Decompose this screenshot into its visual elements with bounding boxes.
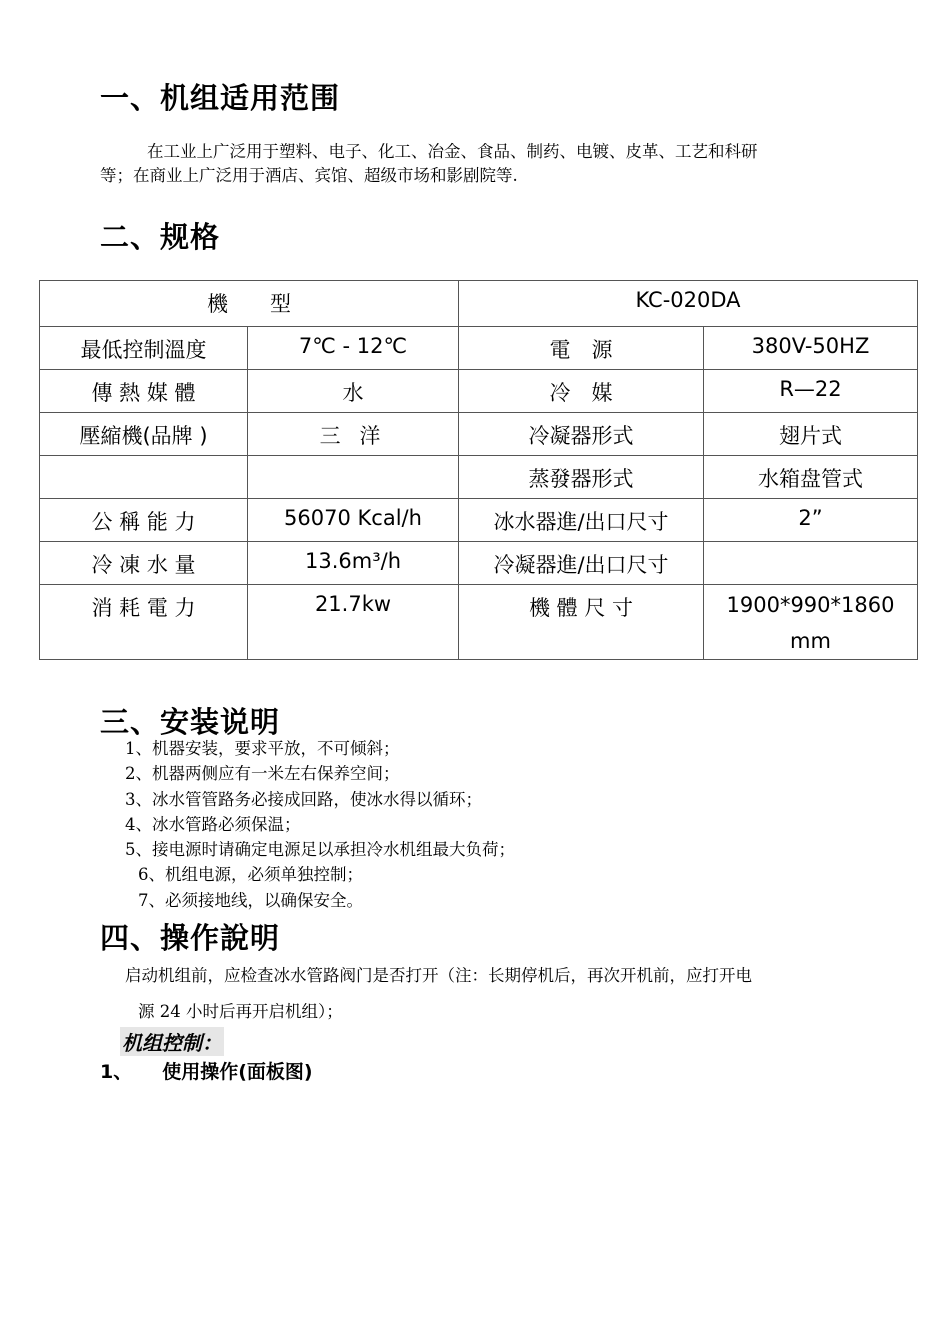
item-number: 1、 <box>100 1061 133 1083</box>
spec-value: 水 <box>248 370 459 413</box>
section-1-body-line-1: 在工业上广泛用于塑料、电子、化工、冶金、食品、制药、电镀、皮革、工艺和科研 <box>147 142 758 161</box>
spec-label: 消 耗 電 力 <box>40 585 248 660</box>
spec-label: 冰水器進/出口尺寸 <box>459 499 704 542</box>
table-row <box>40 327 918 370</box>
list-item: 1、机器安装，要求平放，不可倾斜； <box>125 739 400 758</box>
section-1-body-line-2: 等；在商业上广泛用于酒店、宾馆、超级市场和影剧院等. <box>100 166 518 185</box>
section-4-title: 四、操作說明 <box>100 921 281 955</box>
list-item: 2、机器两侧应有一米左右保养空间； <box>125 764 400 784</box>
spec-label: 冷凝器進/出口尺寸 <box>459 542 704 585</box>
spec-label: 冷 凍 水 量 <box>40 542 248 585</box>
item-text: 使用操作(面板图) <box>162 1061 313 1083</box>
spec-value: 21.7kw <box>248 585 459 660</box>
table-row <box>40 585 918 660</box>
spec-value: 2” <box>704 499 918 542</box>
table-row <box>40 456 918 499</box>
spec-value: 56070 Kcal/h <box>248 499 459 542</box>
table-row <box>40 499 918 542</box>
spec-label: 電 源 <box>459 327 704 370</box>
list-item: 6、机组电源，必须单独控制； <box>138 865 363 885</box>
table-row-model <box>40 281 918 327</box>
spec-value: 13.6m³/h <box>248 542 459 585</box>
section-2-title: 二、规格 <box>100 220 221 254</box>
spec-value: 7℃ - 12℃ <box>248 327 459 370</box>
table-row <box>40 370 918 413</box>
model-value: KC-020DA <box>459 281 918 327</box>
numbered-item <box>100 1057 313 1084</box>
section-4-body-line-2: 源 24 小时后再开启机组）； <box>138 1002 343 1021</box>
spec-value: 翅片式 <box>704 413 918 456</box>
list-item: 3、冰水管管路务必接成回路，使冰水得以循环； <box>125 789 482 809</box>
subheading-unit-control: 机组控制： <box>120 1027 224 1056</box>
list-item: 4、冰水管路必须保温； <box>125 814 301 834</box>
spec-label: 冷 媒 <box>459 370 704 413</box>
spec-value <box>704 542 918 585</box>
spec-value: 1900*990*1860 mm <box>704 585 918 660</box>
section-1-title: 一、机组适用范围 <box>100 81 341 115</box>
spec-label: 公 稱 能 力 <box>40 499 248 542</box>
section-4-body-line-1: 启动机组前，应检查冰水管路阀门是否打开（注：长期停机后，再次开机前，应打开电 <box>125 966 752 985</box>
spec-value: R—22 <box>704 370 918 413</box>
spec-table <box>39 280 918 660</box>
spec-label: 機 體 尺 寸 <box>459 585 704 660</box>
table-row <box>40 413 918 456</box>
spec-value <box>248 456 459 499</box>
table-row <box>40 542 918 585</box>
install-steps-list <box>0 736 515 913</box>
list-item: 7、必须接地线，以确保安全。 <box>138 890 363 910</box>
model-label: 機 型 <box>40 281 459 327</box>
spec-label: 傳 熱 媒 體 <box>40 370 248 413</box>
spec-value: 380V-50HZ <box>704 327 918 370</box>
spec-label: 壓縮機(品牌 ) <box>40 413 248 456</box>
spec-value: 水箱盘管式 <box>704 456 918 499</box>
spec-label: 最低控制溫度 <box>40 327 248 370</box>
spec-label: 冷凝器形式 <box>459 413 704 456</box>
spec-value: 三 洋 <box>248 413 459 456</box>
spec-label: 蒸發器形式 <box>459 456 704 499</box>
section-3-title: 三、安装说明 <box>100 705 281 739</box>
list-item: 5、接电源时请确定电源足以承担冷水机组最大负荷； <box>125 840 515 860</box>
spec-label <box>40 456 248 499</box>
